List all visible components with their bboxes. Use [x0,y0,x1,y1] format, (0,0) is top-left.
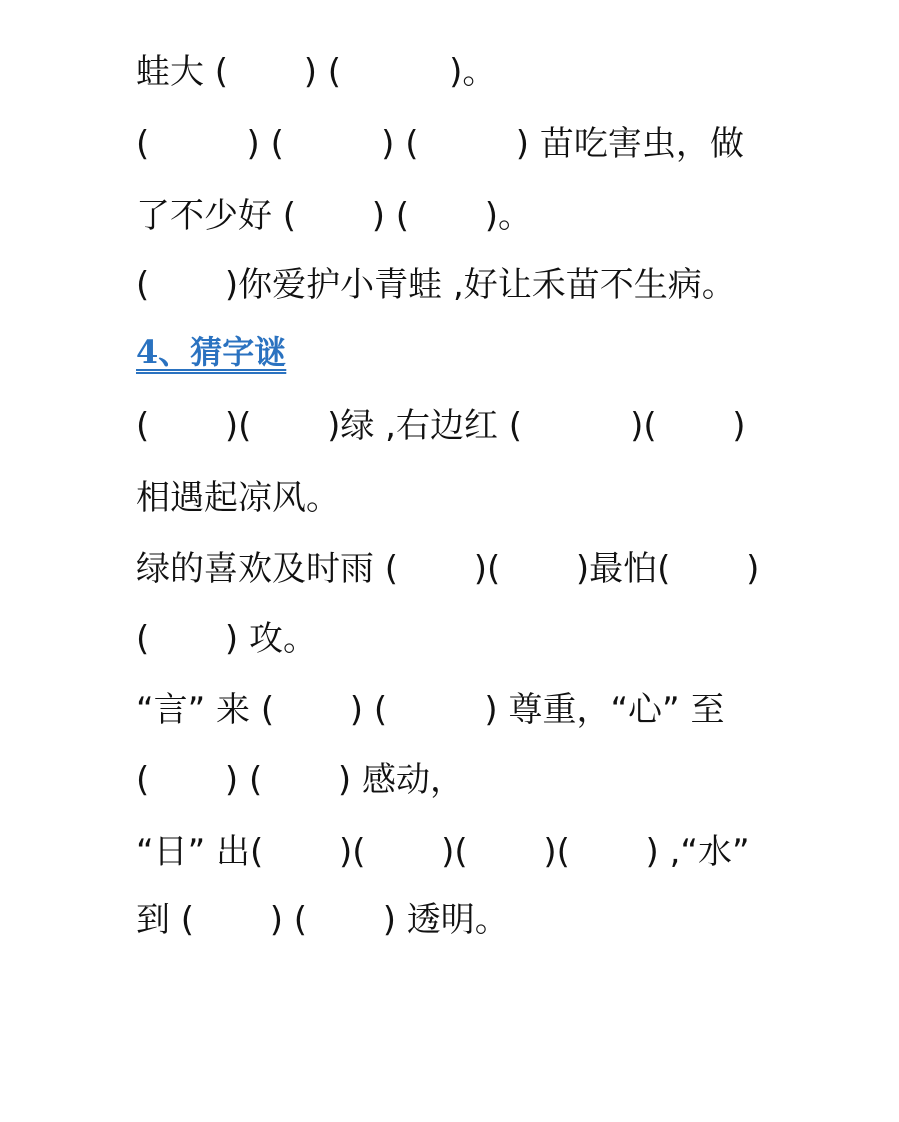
text-line-2: ( ) ( ) ( ) 苗吃害虫，做 [136,124,744,164]
riddle-line-4: ( ) 攻。 [136,619,317,659]
riddle-line-2: 相遇起凉风。 [136,478,340,518]
section-title: 4、猜字谜 [136,333,287,371]
text-line-1: 蛙大 ( ) ( )。 [136,52,497,92]
riddle-line-5: “言” 来 ( ) ( ) 尊重，“心” 至 [136,690,725,730]
text-line-3: 了不少好 ( ) ( )。 [136,196,532,236]
riddle-line-1: ( )( )绿 ,右边红 ( )( ) [136,406,746,446]
riddle-line-7: “日” 出( )( )( )( ) ,“水” [136,832,750,872]
text-line-4: ( )你爱护小青蛙 ,好让禾苗不生病。 [136,265,736,305]
riddle-line-3: 绿的喜欢及时雨 ( )( )最怕( ) [136,549,760,589]
riddle-line-6: ( ) ( ) 感动， [136,760,464,800]
riddle-line-8: 到 ( ) ( ) 透明。 [136,900,509,940]
